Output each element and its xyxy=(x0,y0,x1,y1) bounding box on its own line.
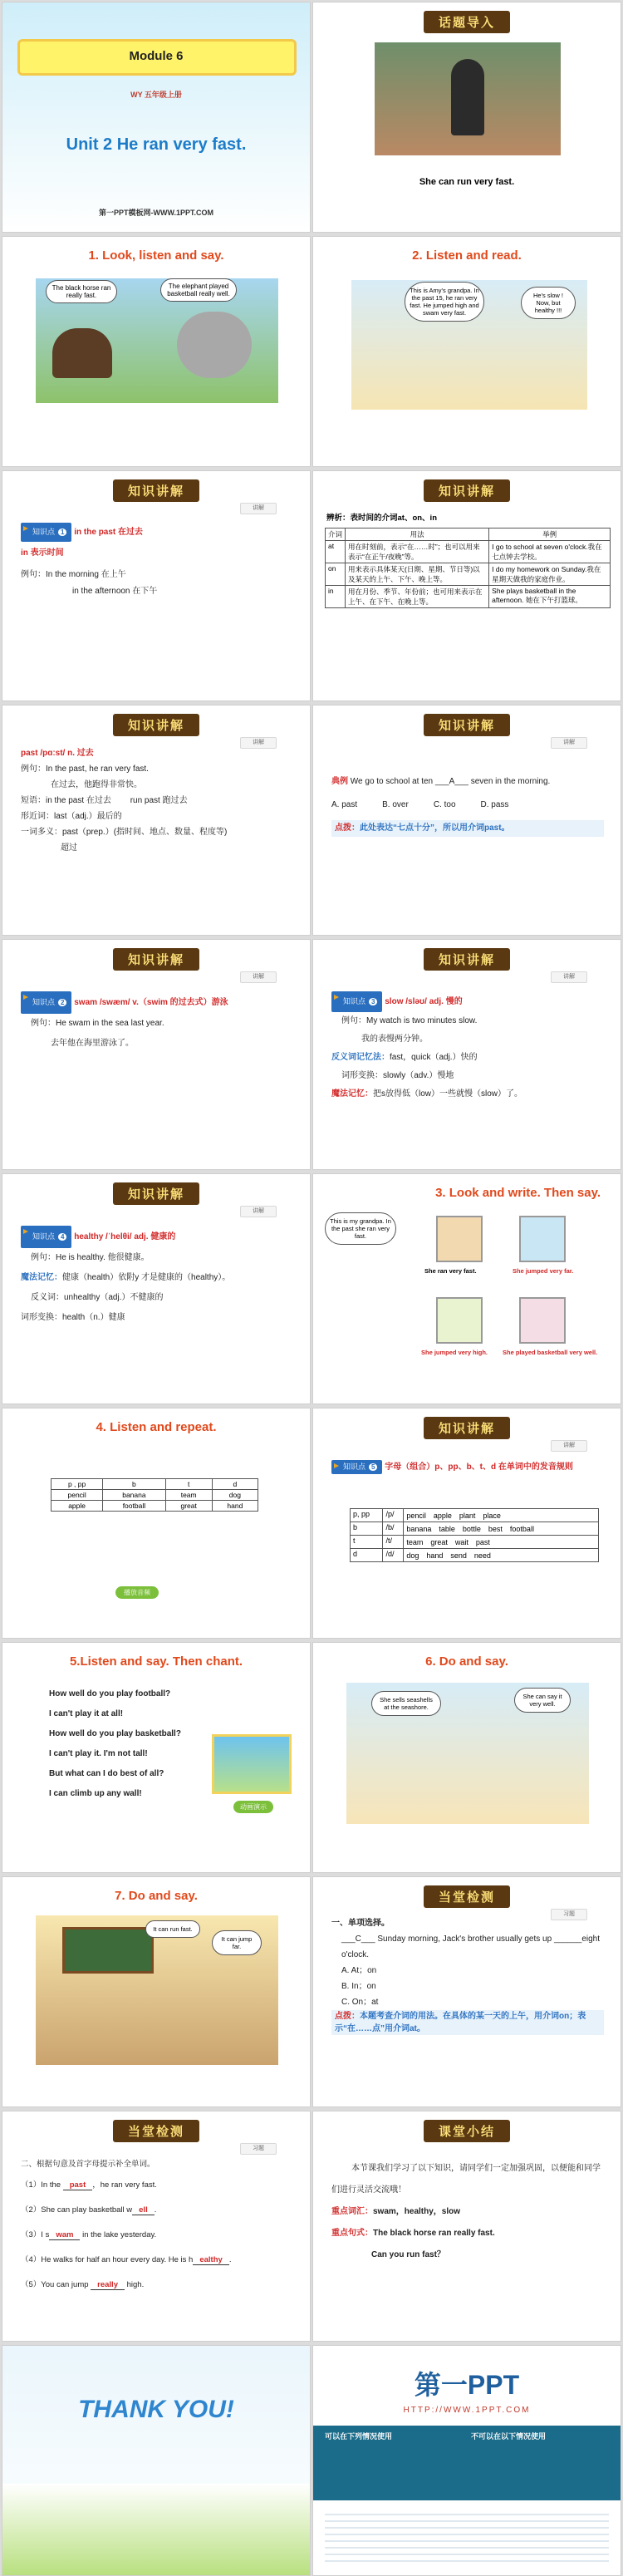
usage-note: in 表示时间 xyxy=(21,548,64,558)
slide-title: 6. Do and say. xyxy=(425,1654,508,1669)
section-tag: 讲解 xyxy=(551,737,587,749)
slide-banner: 知识讲解 xyxy=(113,1182,199,1205)
word-entry: past /pɑːst/ n. 过去 xyxy=(21,749,94,758)
table-cell: 用在时刻前，表示“在……时”；也可以用来表示“在正午/夜晚”等。 xyxy=(346,541,489,563)
table-cell: on xyxy=(326,563,346,586)
speech-bubble: The black horse ran really fast. xyxy=(46,280,117,303)
option: B. In；on xyxy=(341,1982,376,1991)
speech-bubble: The elephant played basketball really well. xyxy=(160,278,237,302)
knowledge-point-tag: 知识点 5 xyxy=(331,1460,382,1474)
section-tag: 讲解 xyxy=(551,1440,587,1452)
slide-title[interactable] xyxy=(2,2,311,233)
example-line: 例句：In the past, he ran very fast. xyxy=(21,764,149,774)
quiz-item: （5）You can jump really high. xyxy=(21,2280,145,2289)
slide-banner: 知识讲解 xyxy=(113,479,199,502)
compare-note: 辨析：表时间的介词at、on、in xyxy=(326,514,437,523)
quiz-item: （3）I s wam in the lake yesterday. xyxy=(21,2230,157,2239)
section-tag: 讲解 xyxy=(240,503,277,514)
col-header: 用法 xyxy=(346,528,489,541)
knowledge-point-tag: 知识点 2 xyxy=(21,991,71,1014)
section-tag: 习题 xyxy=(551,1909,587,1920)
col-header: 举例 xyxy=(489,528,611,541)
slide-look-write[interactable] xyxy=(312,1173,621,1404)
slide-title: 3. Look and write. Then say. xyxy=(435,1186,601,1200)
chant-line: I can't play it. I'm not tall! xyxy=(49,1749,148,1758)
quiz-heading: 一、单项选择。 xyxy=(331,1919,390,1928)
chant-line: How well do you play basketball? xyxy=(49,1729,181,1738)
slide-chant[interactable] xyxy=(2,1642,311,1873)
slide-banner: 知识讲解 xyxy=(113,948,199,971)
table-cell: football xyxy=(103,1501,165,1512)
quiz-item: （1）In the past ，he ran very fast. xyxy=(21,2180,157,2190)
example-line: 例句：He is healthy. 他很健康。 xyxy=(31,1253,150,1262)
table-cell: d xyxy=(212,1479,258,1490)
table-cell: banana xyxy=(103,1490,165,1501)
slide-knowledge-prepositions[interactable] xyxy=(312,470,621,701)
point-text: healthy /ˈhelθi/ adj. 健康的 xyxy=(74,1232,176,1241)
option: A. At；on xyxy=(341,1966,377,1975)
table-cell: team xyxy=(165,1490,212,1501)
slide-banner: 知识讲解 xyxy=(424,714,510,736)
option: A. past xyxy=(331,800,358,809)
tip-box: 点拨：本题考查介词的用法。在具体的某一天的上午，用介词on；表示“在……点”用介词at。 xyxy=(331,2010,604,2035)
quiz-item: （2）She can play basketball w ell . xyxy=(21,2205,157,2215)
example-line: 例句：In the morning 在上午 xyxy=(21,570,126,579)
grandpa-bubble: This is my grandpa. In the past she ran very fast. xyxy=(325,1212,396,1245)
table-cell: I do my homework on Sunday.我在星期天做我的家庭作业。 xyxy=(489,563,611,586)
slide-banner: 知识讲解 xyxy=(424,479,510,502)
question-text: We go to school at ten ___A___ seven in the morning. xyxy=(350,777,551,786)
phrase-line: 短语：in the past 在过去 run past 跑过去 xyxy=(21,796,188,805)
key-sentence: Can you run fast？ xyxy=(371,2250,445,2259)
table-cell: t xyxy=(351,1536,383,1549)
slide-banner: 当堂检测 xyxy=(424,1885,510,1908)
point-text: swam /swæm/ v.（swim 的过去式）游泳 xyxy=(74,998,228,1007)
section-tag: 讲解 xyxy=(240,1206,277,1217)
key-words: swam，healthy，slow xyxy=(373,2207,461,2216)
slide-title: 2. Listen and read. xyxy=(412,248,522,263)
slide-listen-read[interactable] xyxy=(312,236,621,467)
table-cell: /p/ xyxy=(383,1509,404,1522)
play-audio-button[interactable]: 播放音频 xyxy=(115,1586,159,1599)
table-cell: p, pp xyxy=(351,1509,383,1522)
picture-frame xyxy=(519,1216,566,1262)
word-form-line: 词形变换：health（n.）健康 xyxy=(21,1313,125,1322)
slide-banner: 知识讲解 xyxy=(113,714,199,736)
tip-box: 点拨：此处表达“七点十分”，所以用介词past。 xyxy=(331,820,604,837)
slide-listen-repeat[interactable] xyxy=(2,1408,311,1639)
speech-bubble: It can run fast. xyxy=(145,1920,200,1938)
slide-knowledge-5[interactable] xyxy=(312,1408,621,1639)
picture-frame xyxy=(436,1216,483,1262)
table-cell: t xyxy=(165,1479,212,1490)
slide-knowledge-2[interactable] xyxy=(2,939,311,1170)
unit-title: Unit 2 He ran very fast. xyxy=(66,135,247,154)
slide-quiz-1[interactable] xyxy=(312,1876,621,2107)
table-cell: banana table bottle best football xyxy=(404,1522,599,1536)
module-label: Module 6 xyxy=(129,49,184,63)
chant-line: How well do you play football? xyxy=(49,1689,171,1698)
slide-title: 5.Listen and say. Then chant. xyxy=(69,1654,243,1669)
example-label: 典例 xyxy=(331,777,348,786)
table-cell: great xyxy=(165,1501,212,1512)
table-cell: team great wait past xyxy=(404,1536,599,1549)
point-text: 字母（组合）p、pp、b、t、d 在单词中的发音规则 xyxy=(385,1463,573,1472)
example-line: 例句：My watch is two minutes slow. xyxy=(341,1016,478,1025)
slide-knowledge-example[interactable] xyxy=(312,705,621,936)
table-cell: in xyxy=(326,586,346,608)
slide-title: 4. Listen and repeat. xyxy=(96,1420,217,1434)
slide-title: 1. Look, listen and say. xyxy=(88,248,224,263)
quiz-item: （4）He walks for half an hour every day. He is h ealthy . xyxy=(21,2255,232,2264)
polysemy-line: 一词多义：past（prep.）(指时间、地点、数量、程度等) xyxy=(21,828,228,837)
slide-knowledge-3[interactable]: 知识讲解 讲解 知识点 3 slow /sləʊ/ adj. 慢的 例句：My watch is two minutes slow. 我的表慢两分钟。 反义词记忆法：fast，quick（adj.）快的 词形变换：slowly（adv.）慢地 魔法记忆：把s放得低（low）一些就慢（slow）了。 xyxy=(312,939,621,1170)
word-form-line: 词形变换：slowly（adv.）慢地 xyxy=(341,1071,454,1080)
example-line: in the afternoon 在下午 xyxy=(72,587,158,596)
example-line: 在过去，他跑得非常快。 xyxy=(51,780,142,789)
table-cell: pencil apple plant place xyxy=(404,1509,599,1522)
table-cell: /d/ xyxy=(383,1549,404,1562)
table-cell: /t/ xyxy=(383,1536,404,1549)
section-tag: 习题 xyxy=(240,2143,277,2155)
option: C. On；at xyxy=(341,1998,379,2007)
example-line: 我的表慢两分钟。 xyxy=(361,1035,428,1044)
question-text: ___C___ Sunday morning, Jack's brother usually gets up ______eight o'clock. xyxy=(341,1934,601,1959)
point-text: in the past 在过去 xyxy=(74,528,144,537)
table-cell: b xyxy=(351,1522,383,1536)
picture-frame xyxy=(436,1297,483,1344)
col-header: 介词 xyxy=(326,528,346,541)
knowledge-point-tag: 知识点 3 xyxy=(331,991,382,1012)
chant-line: I can't play it at all! xyxy=(49,1709,124,1718)
table-cell: hand xyxy=(212,1501,258,1512)
slide-do-say-7[interactable] xyxy=(2,1876,311,2107)
table-cell: dog hand send need xyxy=(404,1549,599,1562)
phonics-table xyxy=(51,1478,258,1512)
table-cell: at xyxy=(326,541,346,563)
option: D. pass xyxy=(480,800,509,809)
table-cell: p , pp xyxy=(52,1479,103,1490)
phonics-rule-table xyxy=(350,1508,599,1562)
key-sentence: The black horse ran really fast. xyxy=(373,2229,495,2238)
example-line: 例句：He swam in the sea last year. xyxy=(31,1019,164,1028)
speech-bubble: She sells seashells at the seashore. xyxy=(371,1691,441,1716)
table-cell: She plays basketball in the afternoon. 她在下午打篮球。 xyxy=(489,586,611,608)
caption: She played basketball very well. xyxy=(503,1349,598,1356)
slide-knowledge-4[interactable]: 知识讲解 讲解 知识点 4 healthy /ˈhelθi/ adj. 健康的 例句：He is healthy. 他很健康。 魔法记忆：健康（health）依附y 才是健康的（healthy）。 反义词：unhealthy（adj.）不健康的 词形变换：health（n.）健康 xyxy=(2,1173,311,1404)
speech-bubble: This is Amy's grandpa. In the past 15, he ran very fast. He jumped high and swam very fast. xyxy=(405,282,484,322)
similar-word-line: 形近词：last（adj.）最后的 xyxy=(21,812,122,821)
usage-panel xyxy=(313,2426,621,2500)
caption: She jumped very high. xyxy=(421,1349,488,1356)
knowledge-point-tag: 知识点 1 xyxy=(21,523,71,542)
brand-url: HTTP://WWW.1PPT.COM xyxy=(403,2406,531,2415)
table-cell: dog xyxy=(212,1490,258,1501)
brand-logo: 第一PPT xyxy=(414,2370,520,2400)
slide-banner: 话题导入 xyxy=(424,11,510,33)
slide-knowledge-1[interactable] xyxy=(2,470,311,701)
memory-tip: 健康（health）依附y 才是健康的（healthy）。 xyxy=(62,1273,231,1282)
antonym-line: 反义词：unhealthy（adj.）不健康的 xyxy=(31,1293,164,1302)
table-cell: d xyxy=(351,1549,383,1562)
slide-knowledge-past[interactable] xyxy=(2,705,311,936)
knowledge-point-tag: 知识点 4 xyxy=(21,1226,71,1248)
runner-photo xyxy=(375,42,561,155)
option: C. too xyxy=(433,800,456,809)
table-cell: b xyxy=(103,1479,165,1490)
slide-thank-you[interactable] xyxy=(2,2345,311,2576)
slide-summary[interactable]: 课堂小结 本节课我们学习了以下知识，请同学们一定加强巩固，以便能和同学们进行灵活交流哦！ 重点词汇：swam，healthy，slow 重点句式：The black horse ran really fast. Can you run fast？ xyxy=(312,2111,621,2342)
polysemy-line: 超过 xyxy=(61,843,77,853)
picture-frame xyxy=(519,1297,566,1344)
slide-topic-intro[interactable] xyxy=(312,2,621,233)
slide-do-say-6[interactable] xyxy=(312,1642,621,1873)
book-label: WY 五年级上册 xyxy=(130,91,182,99)
memory-tip: 把s放得低（low）一些就慢（slow）了。 xyxy=(373,1089,523,1099)
link-list xyxy=(325,2509,609,2565)
caption: She jumped very far. xyxy=(513,1267,574,1275)
slide-quiz-2[interactable] xyxy=(2,2111,311,2342)
slide-banner: 当堂检测 xyxy=(113,2120,199,2142)
chant-line: I can climb up any wall! xyxy=(49,1789,142,1798)
table-cell: I go to school at seven o'clock.我在七点钟去学校。 xyxy=(489,541,611,563)
option: B. over xyxy=(382,800,409,809)
answer-options xyxy=(331,797,604,814)
flower-strip xyxy=(2,2484,310,2575)
slide-brand[interactable] xyxy=(312,2345,621,2576)
speech-bubble: She can say it very well. xyxy=(514,1688,571,1713)
chant-picture xyxy=(212,1734,292,1794)
section-tag: 讲解 xyxy=(551,971,587,983)
section-tag: 讲解 xyxy=(240,971,277,983)
example-line: 去年他在海里游泳了。 xyxy=(51,1039,134,1048)
usage-forbidden: 不可以在以下情况使用 xyxy=(471,2432,547,2441)
quiz-heading: 二、根据句意及首字母提示补全单词。 xyxy=(21,2160,155,2169)
antonym-line: fast，quick（adj.）快的 xyxy=(390,1053,478,1062)
usage-allowed: 可以在下列情况使用 xyxy=(325,2432,393,2441)
photo-caption: She can run very fast. xyxy=(419,177,515,187)
site-footer: 第一PPT模板网-WWW.1PPT.COM xyxy=(99,209,213,217)
slide-banner: 知识讲解 xyxy=(424,948,510,971)
table-cell: /b/ xyxy=(383,1522,404,1536)
table-cell: 用在月份、季节、年份前；也可用来表示在上午、在下午、在晚上等。 xyxy=(346,586,489,608)
summary-intro: 本节课我们学习了以下知识，请同学们一定加强巩固，以便能和同学们进行灵活交流哦！ xyxy=(331,2164,601,2195)
table-cell: pencil xyxy=(52,1490,103,1501)
thank-you-text: THANK YOU! xyxy=(78,2396,234,2423)
table-cell: 用来表示具体某天(日期、星期、节日等)以及某天的上午、下午、晚上等。 xyxy=(346,563,489,586)
caption: She ran very fast. xyxy=(424,1267,477,1275)
point-text: slow /sləʊ/ adj. 慢的 xyxy=(385,997,463,1006)
slide-title: 7. Do and say. xyxy=(115,1889,198,1903)
animation-button[interactable]: 动画演示 xyxy=(233,1801,273,1813)
table-cell: apple xyxy=(52,1501,103,1512)
speech-bubble: It can jump far. xyxy=(212,1930,262,1955)
preposition-table xyxy=(325,528,611,608)
section-tag: 讲解 xyxy=(240,737,277,749)
speech-bubble: He's slow ! Now, but healthy !!! xyxy=(521,287,576,319)
chant-line: But what can I do best of all? xyxy=(49,1769,164,1778)
slide-look-listen[interactable] xyxy=(2,236,311,467)
slide-banner: 课堂小结 xyxy=(424,2120,510,2142)
slide-banner: 知识讲解 xyxy=(424,1417,510,1439)
